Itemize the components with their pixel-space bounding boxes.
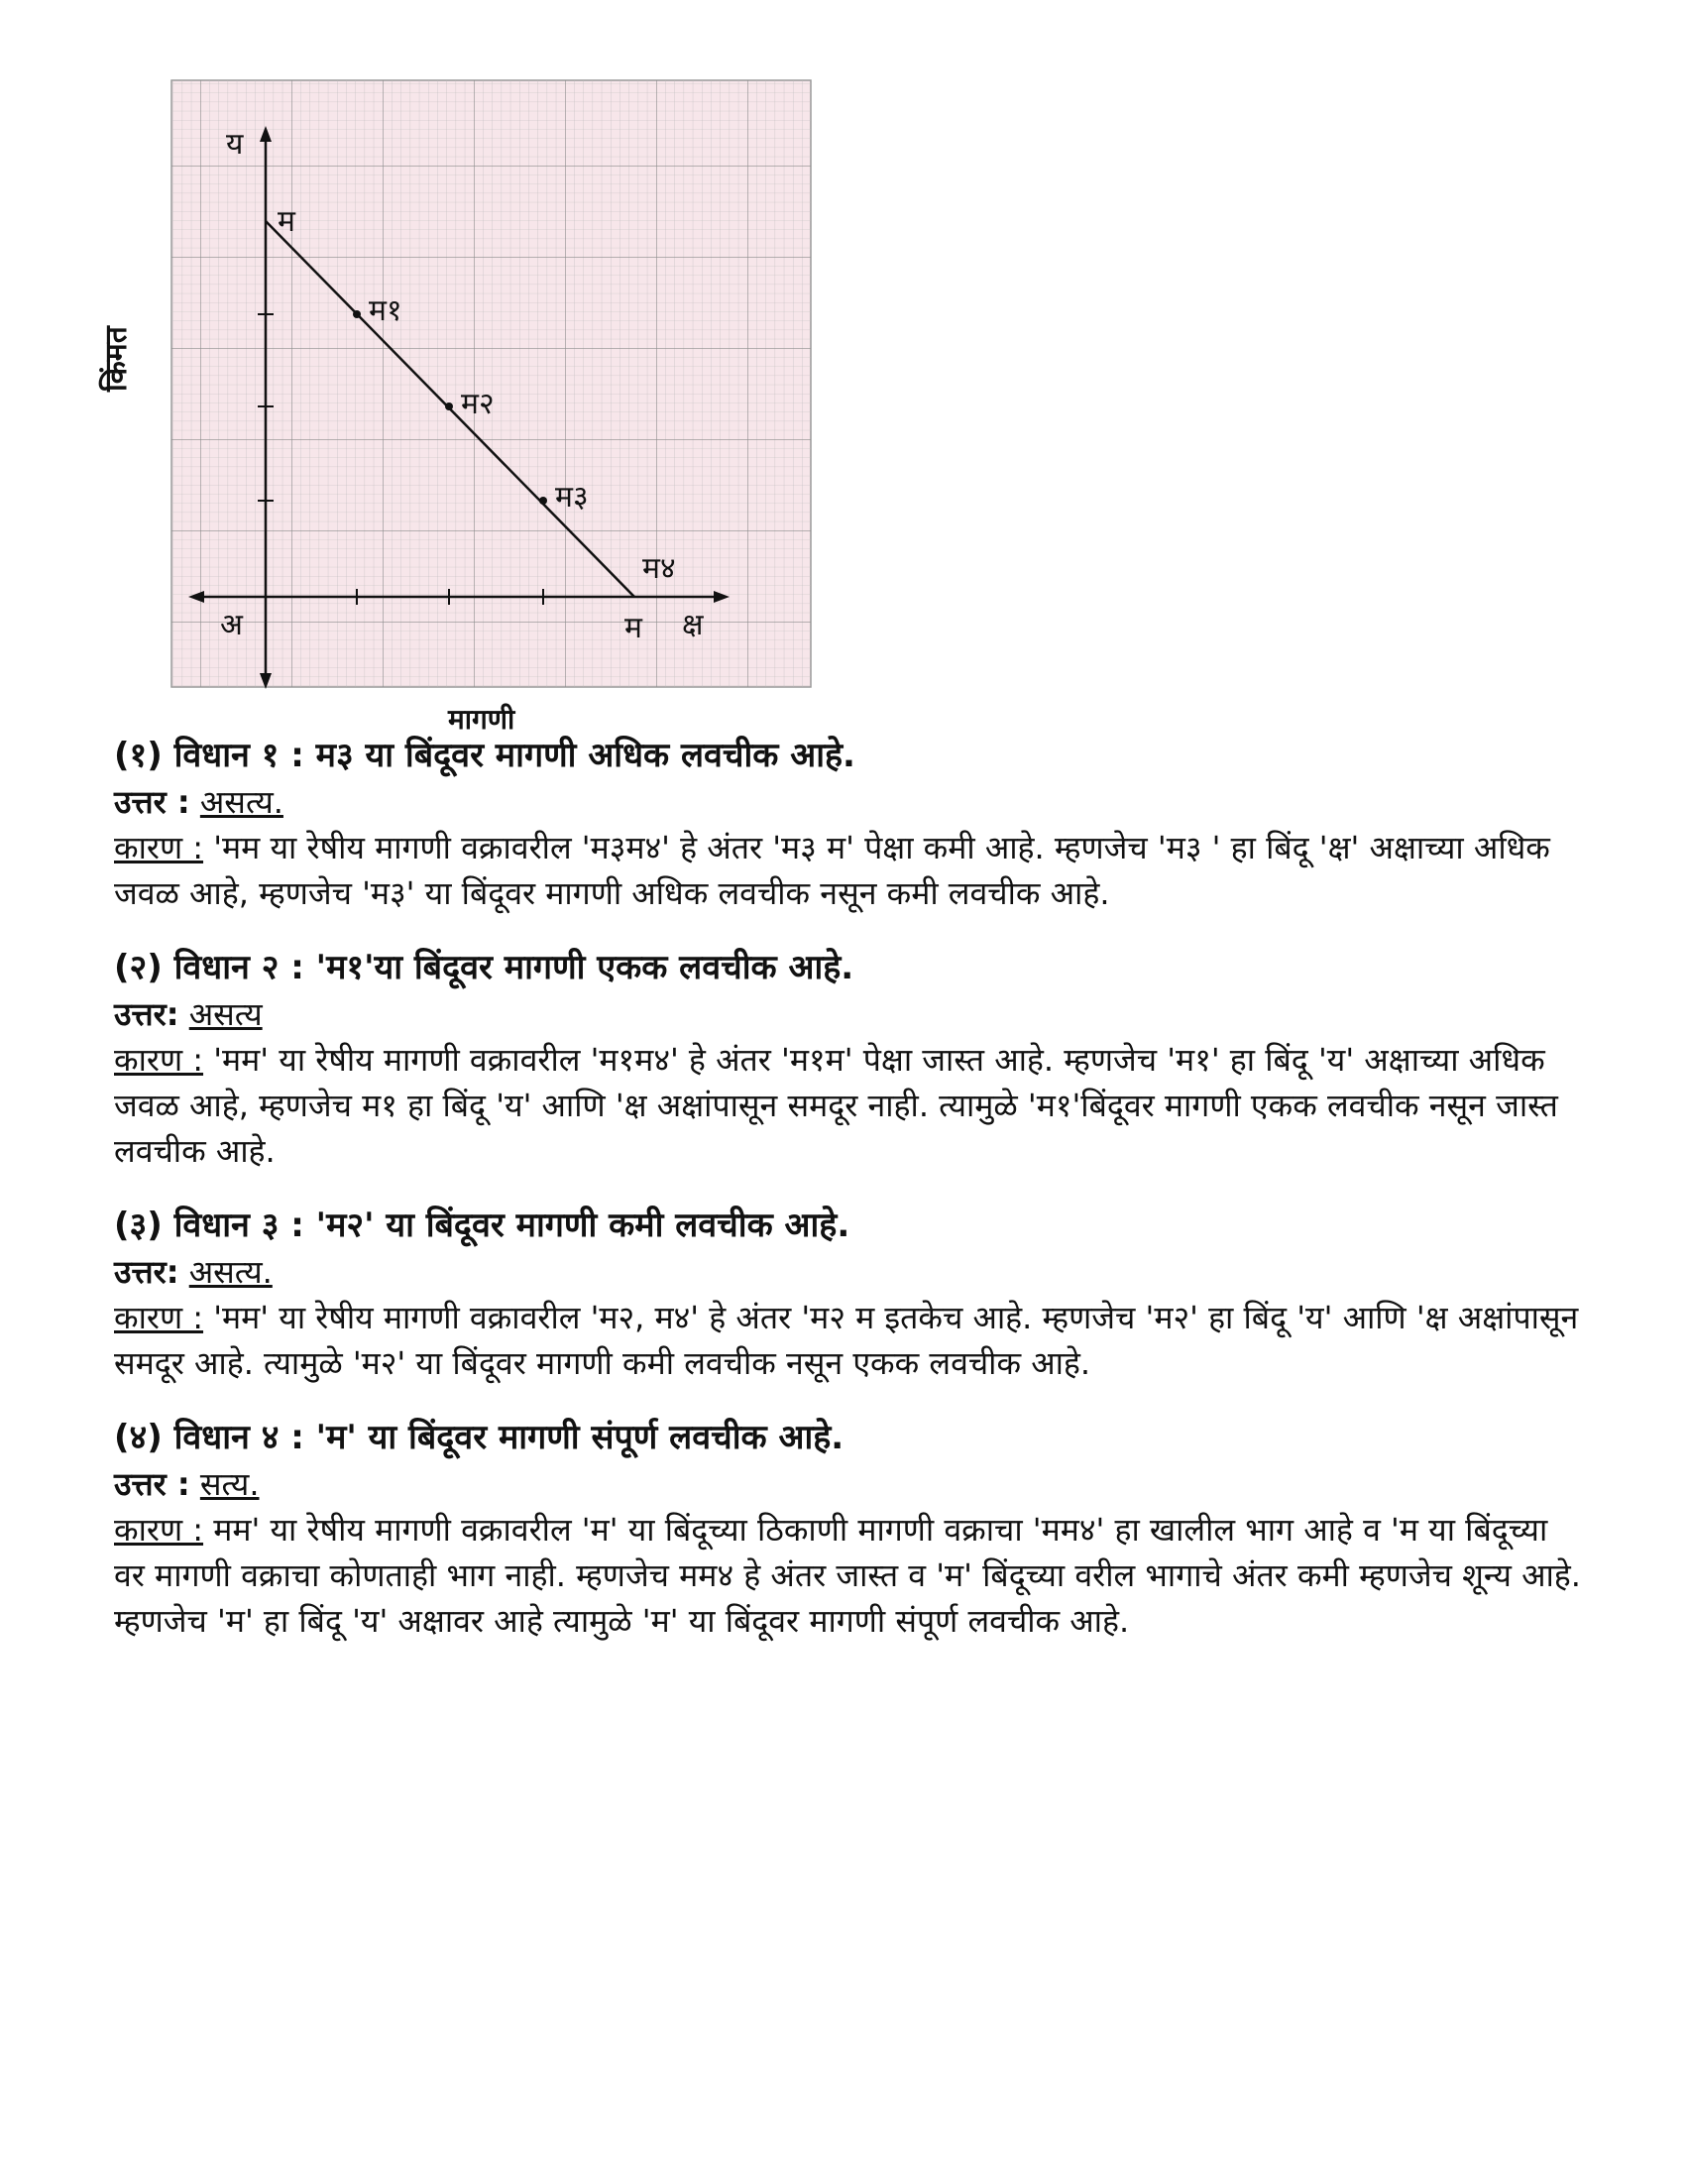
point-label-m1: म१ (369, 293, 402, 328)
point-m2 (445, 402, 453, 410)
point-m1 (353, 310, 361, 318)
statement-1 (114, 732, 1581, 916)
origin-label: अ (220, 608, 243, 642)
answer-value: असत्य (188, 995, 263, 1033)
reason-paragraph (114, 1037, 1581, 1174)
answer-line (114, 779, 1581, 825)
reason-label: कारण : (114, 829, 204, 866)
reason-text: 'मम या रेषीय मागणी वक्रावरील 'म३म४' हे अंतर 'म३ म' पेक्षा कमी आहे. म्हणजेच 'म३ ' हा बिंदू 'क्ष' अक्षाच्या अधिक जवळ आहे, म्हणजेच 'म३' या बिंदूवर मागणी अधिक लवचीक नसून कमी लवचीक आहे. (114, 829, 1550, 912)
statement-3 (114, 1202, 1581, 1386)
reason-paragraph (114, 1295, 1581, 1386)
reason-label: कारण : (114, 1299, 204, 1336)
reason-paragraph (114, 825, 1581, 916)
answer-label: उत्तर : (114, 783, 190, 821)
graph-svg (109, 74, 823, 729)
answer-label: उत्तर: (114, 1253, 179, 1291)
statement-heading: (४) विधान ४ : 'म' या बिंदूवर मागणी संपूर्ण लवचीक आहे. (114, 1418, 844, 1457)
statement-heading: (२) विधान २ : 'म१'या बिंदूवर मागणी एकक लवचीक आहे. (114, 948, 854, 987)
answer-value: असत्य. (199, 783, 283, 821)
y-end-label: य (226, 127, 244, 162)
point-label-m2: म२ (461, 387, 495, 421)
reason-text: मम' या रेषीय मागणी वक्रावरील 'म' या बिंदूच्या ठिकाणी मागणी वक्राचा 'मम४' हा खालील भाग आहे व 'म या बिंदूच्या वर मागणी वक्राचा कोणताही भाग नाही. म्हणजेच मम४ हे अंतर जास्त व 'म' बिंदूच्या वरील भागाचे अंतर कमी म्हणजेच शून्य आहे. म्हणजेच 'म' हा बिंदू 'य' अक्षावर आहे त्यामुळे 'म' या बिंदूवर मागणी संपूर्ण लवचीक आहे. (114, 1511, 1581, 1640)
statements-section (114, 732, 1581, 1671)
point-label-m3: म३ (555, 480, 589, 515)
statement-2 (114, 944, 1581, 1174)
point-m3 (539, 497, 547, 505)
reason-text: 'मम' या रेषीय मागणी वक्रावरील 'म१म४' हे अंतर 'म१म' पेक्षा जास्त आहे. म्हणजेच 'म१' हा बिंदू 'य' अक्षाच्या अधिक जवळ आहे, म्हणजेच म१ हा बिंदू 'य' आणि 'क्ष अक्षांपासून समदूर नाही. त्यामुळे 'म१'बिंदूवर मागणी एकक लवचीक नसून जास्त लवचीक आहे. (114, 1041, 1558, 1170)
statement-4 (114, 1414, 1581, 1644)
demand-curve-graph (109, 74, 823, 729)
answer-value: सत्य. (199, 1465, 260, 1503)
answer-line (114, 991, 1581, 1037)
answer-value: असत्य. (188, 1253, 273, 1291)
reason-text: 'मम' या रेषीय मागणी वक्रावरील 'म२, म४' हे अंतर 'म२ म इतकेच आहे. म्हणजेच 'म२' हा बिंदू 'य' आणि 'क्ष अक्षांपासून समदूर आहे. त्यामुळे 'म२' या बिंदूवर मागणी कमी लवचीक नसून एकक लवचीक आहे. (114, 1299, 1579, 1382)
point-label-m-bottom: म (624, 611, 642, 645)
answer-line (114, 1249, 1581, 1295)
y-axis-label: किंमत (99, 326, 134, 392)
answer-label: उत्तर : (114, 1465, 190, 1503)
statement-heading: (३) विधान ३ : 'म२' या बिंदूवर मागणी कमी लवचीक आहे. (114, 1206, 850, 1245)
reason-label: कारण : (114, 1511, 204, 1549)
reason-paragraph (114, 1507, 1581, 1644)
statement-heading: (१) विधान १ : म३ या बिंदूवर मागणी अधिक लवचीक आहे. (114, 736, 855, 775)
point-label-m4: म४ (642, 551, 676, 586)
answer-line (114, 1461, 1581, 1507)
x-end-label: क्ष (682, 608, 704, 642)
answer-label: उत्तर: (114, 995, 179, 1033)
x-axis-label: मागणी (448, 703, 515, 736)
point-label-m-top: म (278, 204, 295, 239)
reason-label: कारण : (114, 1041, 204, 1079)
